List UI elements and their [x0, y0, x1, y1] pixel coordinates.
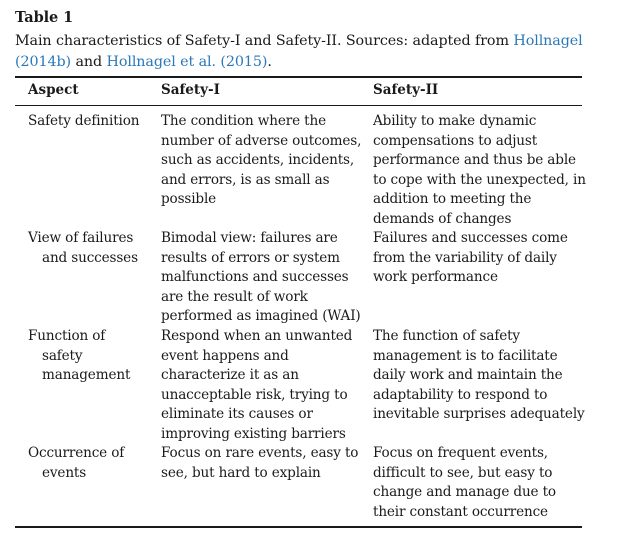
cell-line: to cope with the unexpected, in — [373, 171, 586, 188]
cell-line: such as accidents, incidents, — [161, 152, 355, 169]
cell-line: performance and thus be able — [373, 152, 576, 169]
cell-line: work performance — [373, 269, 498, 286]
cell-line: The condition where the — [161, 113, 326, 129]
cell-line: The function of safety — [373, 328, 520, 344]
table-cell-safety1 — [161, 327, 352, 445]
table-cell-aspect — [28, 327, 130, 386]
table-cell-safety1 — [161, 444, 358, 483]
table-top-rule — [15, 76, 582, 78]
table-cell-safety1 — [161, 112, 361, 210]
caption-text: Main characteristics of Safety-I and Safety-II. Sources: adapted from — [15, 33, 514, 49]
cell-line: compensations to adjust — [373, 132, 538, 149]
citation-link-part-author[interactable]: Hollnagel — [513, 33, 583, 49]
cell-line: Bimodal view: failures are — [161, 230, 338, 246]
table-bottom-rule — [15, 526, 582, 528]
table-cell-aspect — [28, 229, 138, 268]
table-caption — [15, 31, 615, 73]
cell-line: Occurrence of — [28, 445, 125, 461]
cell-line: malfunctions and successes — [161, 269, 349, 286]
table-cell-safety2 — [373, 327, 585, 425]
cell-line: results of errors or system — [161, 249, 340, 266]
cell-line: and errors, is as small as — [161, 171, 330, 188]
cell-line: Safety definition — [28, 113, 140, 129]
header-safety-2: Safety-II — [373, 82, 439, 98]
cell-line: Failures and successes come — [373, 230, 568, 246]
cell-line: unacceptable risk, trying to — [161, 386, 348, 403]
cell-line: Ability to make dynamic — [373, 113, 537, 129]
cell-line: eliminate its causes or — [161, 406, 313, 423]
cell-line: events — [42, 464, 87, 481]
table-cell-safety1 — [161, 229, 361, 327]
cell-line: number of adverse outcomes, — [161, 132, 362, 149]
cell-line: daily work and maintain the — [373, 367, 563, 384]
cell-line: change and manage due to — [373, 484, 556, 501]
caption-text-and: and — [71, 54, 107, 70]
cell-line: their constant occurrence — [373, 503, 548, 520]
cell-line: management — [42, 367, 131, 384]
cell-line: improving existing barriers — [161, 425, 346, 442]
cell-line: performed as imagined (WAI) — [161, 308, 361, 325]
header-aspect: Aspect — [28, 82, 79, 98]
cell-line: and successes — [42, 249, 138, 266]
table-label: Table 1 — [15, 9, 74, 26]
cell-line: demands of changes — [373, 210, 512, 227]
cell-line: characterize it as an — [161, 367, 299, 384]
cell-line: Focus on rare events, easy to — [161, 445, 359, 461]
cell-line: are the result of work — [161, 288, 308, 305]
cell-line: Respond when an unwanted — [161, 328, 353, 344]
cell-line: from the variability of daily — [373, 249, 557, 266]
table-cell-aspect — [28, 112, 139, 132]
cell-line: safety — [42, 347, 83, 364]
cell-line: see, but hard to explain — [161, 464, 321, 481]
table-cell-safety2 — [373, 229, 568, 288]
cell-line: possible — [161, 191, 217, 208]
table-cell-safety2 — [373, 444, 556, 522]
cell-line: inevitable surprises adequately — [373, 406, 585, 423]
cell-line: addition to meeting the — [373, 191, 532, 208]
table-header-rule — [15, 105, 582, 106]
cell-line: Focus on frequent events, — [373, 445, 548, 461]
cell-line: Function of — [28, 328, 106, 344]
cell-line: event happens and — [161, 347, 289, 364]
table-cell-aspect — [28, 444, 124, 483]
caption-period: . — [267, 54, 272, 70]
cell-line: View of failures — [28, 230, 134, 246]
citation-link-part-year[interactable]: (2014b) — [15, 54, 71, 70]
header-safety-1: Safety-I — [161, 82, 220, 98]
cell-line: difficult to see, but easy to — [373, 464, 553, 481]
table-cell-safety2 — [373, 112, 586, 230]
cell-line: adaptability to respond to — [373, 386, 548, 403]
citation-link-hollnagel-2015[interactable]: Hollnagel et al. (2015) — [106, 54, 268, 70]
cell-line: management is to facilitate — [373, 347, 558, 364]
